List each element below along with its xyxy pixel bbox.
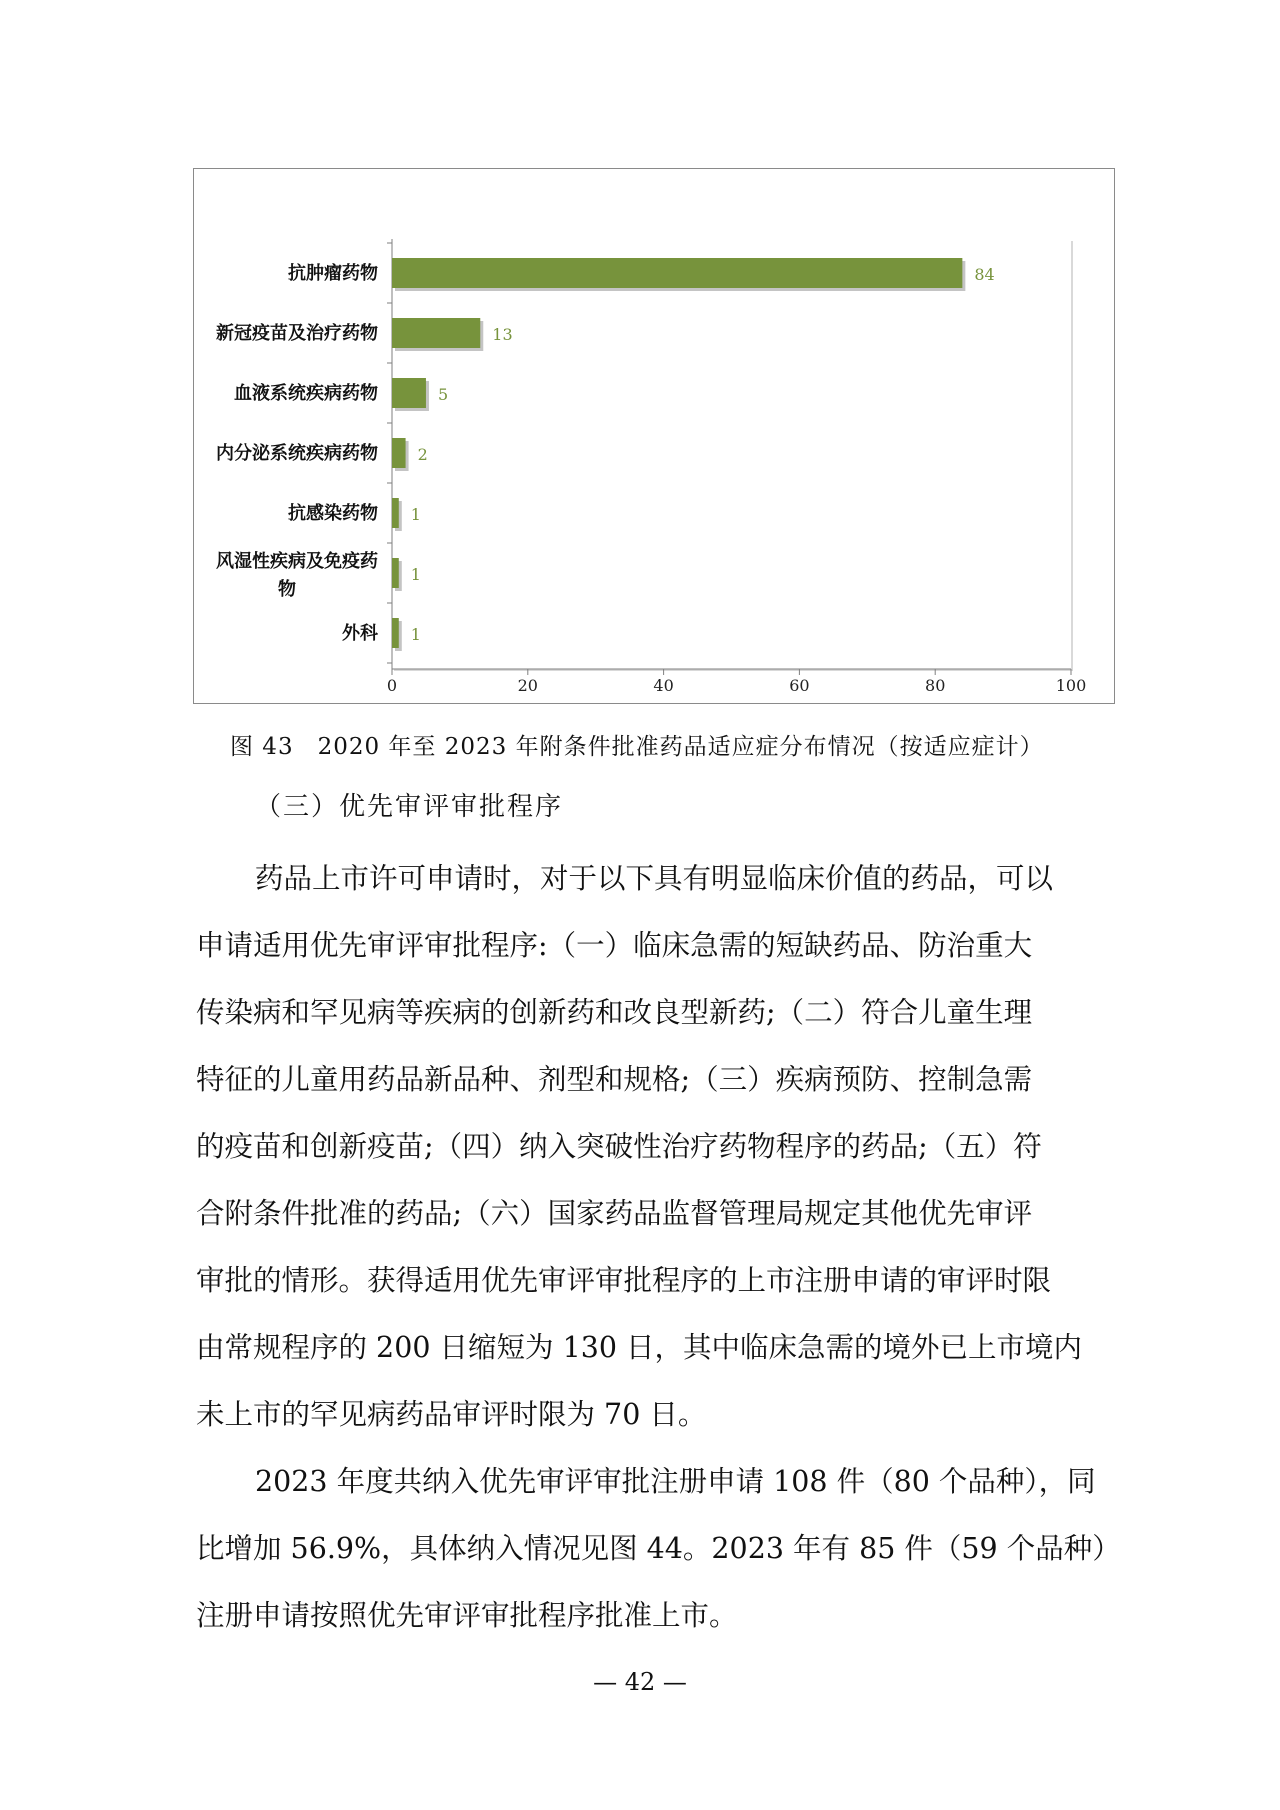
p1-line: 未上市的罕见病药品审评时限为 70 日。 bbox=[196, 1398, 707, 1431]
section-heading: （三）优先审评审批程序 bbox=[255, 792, 564, 822]
p1-line: 特征的儿童用药品新品种、剂型和规格;（三）疾病预防、控制急需 bbox=[196, 1063, 1033, 1096]
page-number: — 42 — bbox=[593, 1668, 687, 1696]
p1-line: 传染病和罕见病等疾病的创新药和改良型新药;（二）符合儿童生理 bbox=[196, 996, 1033, 1029]
p2-line: 比增加 56.9%，具体纳入情况见图 44。2023 年有 85 件（59 个品种） bbox=[196, 1532, 1121, 1565]
data-label: 2 bbox=[417, 445, 428, 464]
p2-line: 注册申请按照优先审评审批程序批准上市。 bbox=[196, 1599, 738, 1632]
bar bbox=[392, 318, 480, 348]
p1-line: 由常规程序的 200 日缩短为 130 日，其中临床急需的境外已上市境内 bbox=[196, 1331, 1083, 1364]
category-label: 抗肿瘤药物 bbox=[288, 263, 378, 284]
bar bbox=[392, 258, 962, 288]
data-label: 1 bbox=[410, 565, 421, 584]
bar bbox=[392, 378, 426, 408]
category-label: 抗感染药物 bbox=[288, 503, 378, 524]
category-label: 外科 bbox=[342, 623, 378, 644]
bar bbox=[392, 558, 399, 588]
category-label: 内分泌系统疾病药物 bbox=[216, 443, 378, 464]
data-label: 1 bbox=[410, 625, 421, 644]
category-label: 风湿性疾病及免疫药 bbox=[216, 551, 378, 572]
data-label: 1 bbox=[410, 505, 421, 524]
figure-caption: 图 43 2020 年至 2023 年附条件批准药品适应症分布情况（按适应症计） bbox=[230, 734, 1044, 760]
x-tick-label: 0 bbox=[386, 676, 398, 695]
bar-chart bbox=[194, 169, 1116, 705]
category-label: 血液系统疾病药物 bbox=[234, 383, 378, 404]
bar bbox=[392, 618, 399, 648]
x-tick-label: 80 bbox=[925, 676, 946, 695]
x-tick-label: 60 bbox=[789, 676, 810, 695]
plot-area bbox=[392, 239, 1071, 669]
p1-line: 审批的情形。获得适用优先审评审批程序的上市注册申请的审评时限 bbox=[196, 1264, 1052, 1297]
chart-frame bbox=[193, 168, 1115, 704]
category-label: 新冠疫苗及治疗药物 bbox=[216, 323, 378, 344]
p1-line: 的疫苗和创新疫苗;（四）纳入突破性治疗药物程序的药品;（五）符 bbox=[196, 1130, 1042, 1163]
data-label: 5 bbox=[437, 385, 449, 404]
p1-line: 申请适用优先审评审批程序:（一）临床急需的短缺药品、防治重大 bbox=[196, 929, 1033, 962]
bar bbox=[392, 498, 399, 528]
x-tick-label: 100 bbox=[1055, 676, 1087, 695]
p1-line: 药品上市许可申请时，对于以下具有明显临床价值的药品，可以 bbox=[255, 862, 1054, 895]
category-label: 物 bbox=[278, 579, 296, 600]
data-label: 13 bbox=[492, 325, 513, 344]
p2-line: 2023 年度共纳入优先审评审批注册申请 108 件（80 个品种），同 bbox=[255, 1465, 1096, 1498]
bar bbox=[392, 438, 406, 468]
x-tick-label: 20 bbox=[517, 676, 538, 695]
p1-line: 合附条件批准的药品;（六）国家药品监督管理局规定其他优先审评 bbox=[196, 1197, 1033, 1230]
x-tick-label: 40 bbox=[653, 676, 674, 695]
data-label: 84 bbox=[974, 265, 995, 284]
